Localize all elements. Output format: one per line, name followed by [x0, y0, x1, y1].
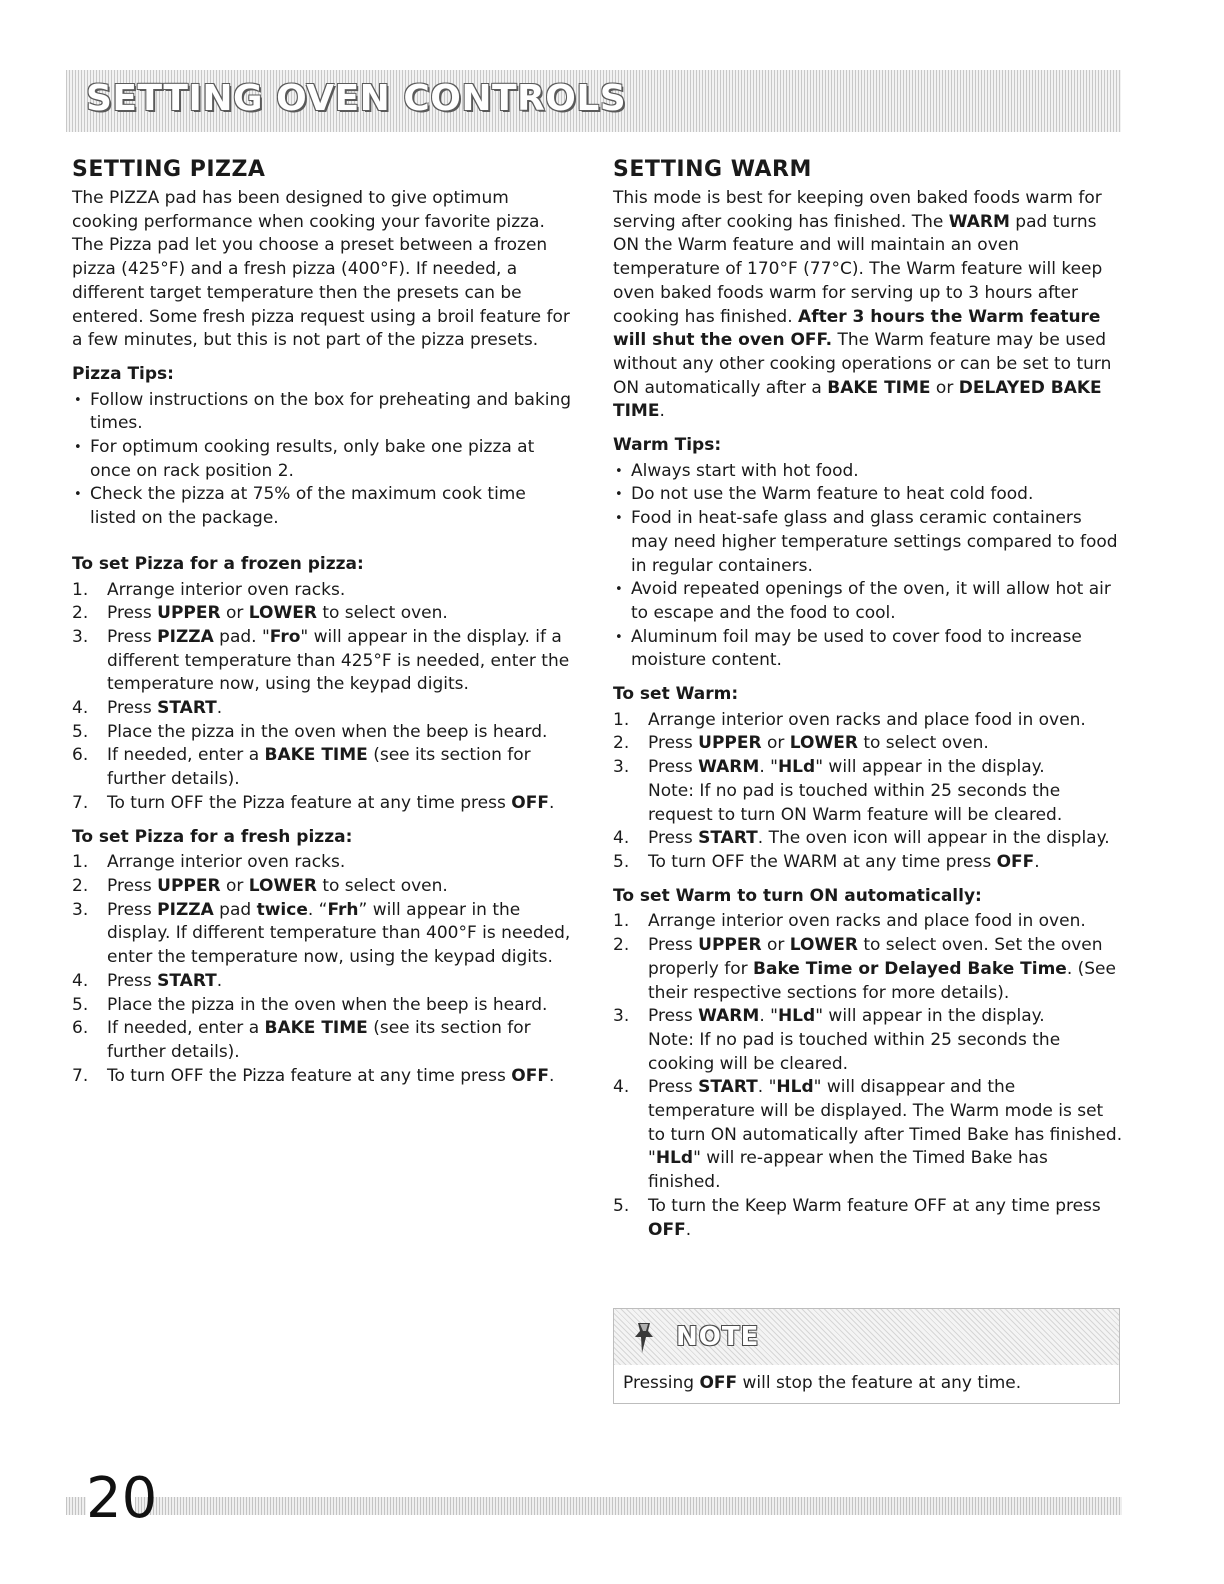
list-item: • Food in heat-safe glass and glass ceramic containers may need higher temperature settings compared to food in regular containers. [613, 507, 1123, 578]
list-item: 2. Press UPPER or LOWER to select oven. [613, 733, 989, 754]
pizza-section [72, 155, 572, 1088]
list-item: 5. Place the pizza in the oven when the beep is heard. [72, 721, 548, 742]
warm-section-title: SETTING WARM [613, 157, 812, 182]
warm-intro: This mode is best for keeping oven baked foods warm for serving after cooking has finished. The WARM pad turns ON the Warm feature and will maintain an oven temperature of 170°F (77°C). The Warm feature will keep oven baked foods warm for serving up to 3 hours after cooking has finished. After 3 hours the Warm feature will shut the oven OFF. The Warm feature may be used without any other cooking operations or can be set to turn ON automatically after a BAKE TIME or DELAYED BAKE TIME. [613, 188, 1112, 422]
list-item: • For optimum cooking results, only bake one pizza at once on rack position 2. [72, 436, 572, 483]
list-item: 1. Arrange interior oven racks. [72, 579, 346, 600]
list-item: 1. Arrange interior oven racks and place food in oven. [613, 911, 1086, 932]
note-header [614, 1309, 1119, 1365]
warm-section [613, 155, 1123, 1242]
pizza-section-title: SETTING PIZZA [72, 157, 266, 182]
list-item: 5. To turn OFF the WARM at any time press OFF. [613, 851, 1040, 872]
list-item: 7. To turn OFF the Pizza feature at any time press OFF. [72, 1065, 555, 1086]
pizza-intro: The PIZZA pad has been designed to give optimum cooking performance when cooking your favorite pizza. The Pizza pad let you choose a preset between a frozen pizza (425°F) and a fresh pizza (400°F). If needed, a different target temperature then the presets can be entered. Some fresh pizza request using a broil feature for a few minutes, but this is not part of the pizza presets. [72, 188, 570, 351]
footer-rule-left [66, 1497, 86, 1515]
list-item: 5. To turn the Keep Warm feature OFF at any time press OFF. [613, 1195, 1101, 1240]
list-item: • Check the pizza at 75% of the maximum cook time listed on the package. [72, 483, 572, 530]
auto-warm-steps [613, 910, 1123, 1242]
list-item: 6. If needed, enter a BAKE TIME (see its section for further details). [72, 1018, 531, 1062]
list-item: 4. Press START. [72, 698, 223, 719]
auto-warm-title: To set Warm to turn ON automatically: [613, 885, 982, 906]
warm-tips-list [613, 460, 1123, 673]
list-item: 3. Press PIZZA pad. "Fro" will appear in the display. if a different temperature than 425°F is needed, enter the temperature now, using the keypad digits. [72, 626, 570, 695]
list-item: • Avoid repeated openings of the oven, it will allow hot air to escape and the food to cool. [613, 578, 1123, 625]
list-item: • Do not use the Warm feature to heat cold food. [613, 483, 1123, 507]
list-item: 3. Press PIZZA pad twice. “Frh” will appear in the display. If different temperature than 400°F is needed, enter the temperature now, using the keypad digits. [72, 899, 571, 968]
page-title: SETTING OVEN CONTROLS [86, 78, 627, 119]
list-item: 1. Arrange interior oven racks. [72, 852, 346, 873]
list-item: • Aluminum foil may be used to cover food to increase moisture content. [613, 626, 1123, 673]
list-item: 1. Arrange interior oven racks and place food in oven. [613, 709, 1086, 730]
list-item: 5. Place the pizza in the oven when the beep is heard. [72, 994, 548, 1015]
pizza-tips-list [72, 389, 572, 531]
list-item: 2. Press UPPER or LOWER to select oven. [72, 875, 448, 896]
fresh-pizza-title: To set Pizza for a fresh pizza: [72, 826, 353, 847]
frozen-pizza-title: To set Pizza for a frozen pizza: [72, 553, 364, 574]
list-item: • Follow instructions on the box for preheating and baking times. [72, 389, 572, 436]
footer-rule [135, 1497, 1122, 1515]
page-number: 20 [86, 1466, 158, 1531]
pushpin-icon [628, 1319, 662, 1359]
list-item: 2. Press UPPER or LOWER to select oven. [72, 603, 448, 624]
list-item: 3. Press WARM. "HLd" will appear in the display. Note: If no pad is touched within 25 seconds the request to turn ON Warm feature will be cleared. [613, 757, 1063, 825]
list-item: • Always start with hot food. [613, 460, 1123, 484]
header-banner [66, 70, 1121, 132]
list-item: 4. Press START. "HLd" will disappear and the temperature will be displayed. The Warm mode is set to turn ON automatically after Timed Bake has finished. "HLd" will re-appear when the Timed Bake has finished. [613, 1077, 1123, 1193]
note-text: Pressing OFF will stop the feature at any time. [623, 1373, 1022, 1393]
set-warm-title: To set Warm: [613, 684, 739, 705]
list-item: 7. To turn OFF the Pizza feature at any time press OFF. [72, 792, 555, 813]
list-item: 6. If needed, enter a BAKE TIME (see its section for further details). [72, 745, 531, 790]
warm-tips-title: Warm Tips: [613, 435, 722, 456]
list-item: 3. Press WARM. "HLd" will appear in the display. Note: If no pad is touched within 25 seconds the cooking will be cleared. [613, 1006, 1061, 1074]
note-title: NOTE [676, 1322, 760, 1352]
list-item: 2. Press UPPER or LOWER to select oven. Set the oven properly for Bake Time or Delayed Bake Time. (See their respective sections for more details). [613, 935, 1116, 1003]
pizza-tips-title: Pizza Tips: [72, 363, 174, 384]
fresh-pizza-steps [72, 851, 572, 1088]
frozen-pizza-steps [72, 579, 572, 816]
list-item: 4. Press START. [72, 970, 223, 991]
note-box [613, 1308, 1120, 1404]
set-warm-steps [613, 709, 1123, 875]
list-item: 4. Press START. The oven icon will appear in the display. [613, 828, 1110, 849]
